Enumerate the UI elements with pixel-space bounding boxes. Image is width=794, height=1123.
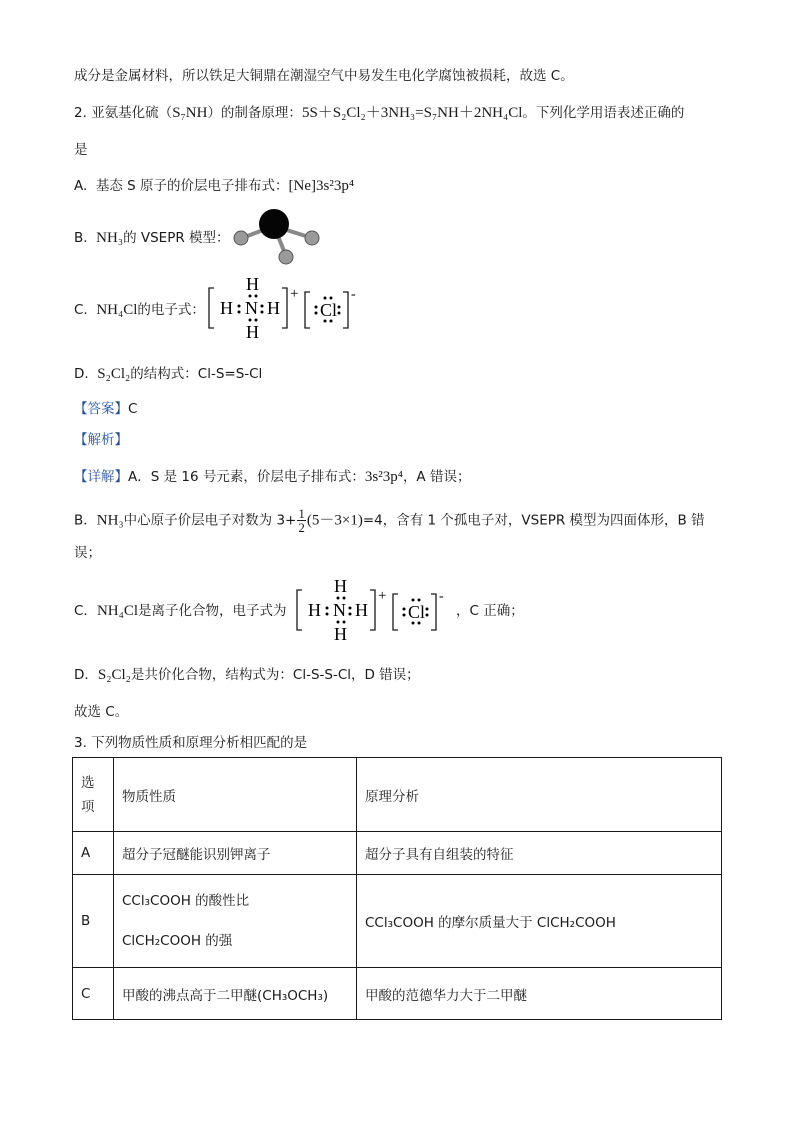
row-b-option: B xyxy=(73,875,114,968)
detail-d-prefix: D． xyxy=(74,667,98,683)
detail-b-suffix: =4，含有 1 个孤电子对，VSEPR 模型为四面体形，B 错 xyxy=(362,512,705,529)
detail-label: 【详解】 xyxy=(74,469,128,485)
analysis-label: 【解析】 xyxy=(74,432,128,448)
ef-h-top: H xyxy=(246,276,259,294)
detail-c-prefix: C． xyxy=(74,603,97,619)
option-a-formula: [Ne]3s²3p⁴ xyxy=(288,178,355,194)
detail-b-expr: (5－3×1) xyxy=(306,512,363,529)
ef-h-left: H xyxy=(220,298,233,318)
option-c-text: 的电子式： xyxy=(137,302,205,318)
q3-stem: 3. 下列物质性质和原理分析相匹配的是 xyxy=(74,735,308,751)
q2-number: 2. xyxy=(74,105,87,121)
detail-b-formula: NH₃ xyxy=(96,512,124,529)
nh3-vsepr-model-image xyxy=(228,204,324,268)
ef-plus: + xyxy=(290,286,299,302)
ef-minus: - xyxy=(351,287,356,302)
option-b-text: 的 VSEPR 模型： xyxy=(123,230,230,246)
row-a-principle: 超分子具有自组装的特征 xyxy=(357,832,722,875)
detail-c-mid: 是离子化合物，电子式为 xyxy=(138,603,287,619)
detail-a xyxy=(74,467,470,487)
detail-c-formula: NH₄Cl xyxy=(96,603,139,619)
detail-a-formula: 3s²3p⁴ xyxy=(364,469,403,485)
row-a-option: A xyxy=(73,832,114,875)
answer-value: C xyxy=(128,401,138,417)
detail-b-line2: 误； xyxy=(74,545,101,561)
fraction-one-half: $\frac{1}{2}$ xyxy=(298,506,305,535)
ef2-h-bottom: H xyxy=(334,624,347,644)
ef2-minus: - xyxy=(439,589,444,604)
option-c-formula: NH₄Cl xyxy=(96,302,138,318)
ef2-plus: + xyxy=(378,588,387,604)
option-a-label: A. xyxy=(74,178,88,194)
q2-option-b xyxy=(74,228,230,248)
option-d-label: D. xyxy=(74,366,89,382)
nh4cl-electron-formula-option-c xyxy=(206,276,366,342)
option-c-label: C. xyxy=(74,302,88,318)
row-c-option: C xyxy=(73,968,114,1020)
table-row xyxy=(73,832,722,875)
conclusion: 故选 C。 xyxy=(74,704,129,720)
options-table xyxy=(72,757,722,1020)
answer-line xyxy=(74,399,137,419)
ef2-cl: Cl xyxy=(408,602,426,622)
q2-stem-prefix: 亚氨基化硫（ xyxy=(91,105,173,121)
table-header-row xyxy=(73,758,722,832)
ef-cl: Cl xyxy=(320,300,338,320)
q2-option-c xyxy=(74,300,205,320)
detail-d-suffix: 是共价化合物，结构式为：Cl-S-S-Cl，D 错误； xyxy=(130,667,420,683)
row-c-principle: 甲酸的范德华力大于二甲醚 xyxy=(357,968,722,1020)
table-row xyxy=(73,968,722,1020)
ef2-h-left: H xyxy=(308,600,321,620)
detail-d xyxy=(74,665,420,685)
detail-d-formula: S₂Cl₂ xyxy=(97,667,131,683)
detail-b xyxy=(74,507,705,534)
q2-stem xyxy=(74,103,684,123)
row-a-property: 超分子冠醚能识别钾离子 xyxy=(114,832,357,875)
nh4cl-electron-formula-detail xyxy=(294,578,454,644)
header-option-cell: 选 项 xyxy=(73,758,114,832)
intro-line: 成分是金属材料，所以铁足大铜鼎在潮湿空气中易发生电化学腐蚀被损耗，故选 C。 xyxy=(74,68,574,84)
q2-stem-mid: ）的制备原理： xyxy=(207,105,302,121)
detail-b-mid: 中心原子价层电子对数为 3+ xyxy=(123,512,297,529)
detail-a-suffix: ，A 错误； xyxy=(402,469,471,485)
ef2-h-right: H xyxy=(355,600,368,620)
ef2-n: N xyxy=(333,600,346,620)
header-principle-cell: 原理分析 xyxy=(357,758,722,832)
ef2-h-top: H xyxy=(334,578,347,596)
option-d-formula: S₂Cl₂ xyxy=(97,366,131,382)
q2-stem-line2: 是 xyxy=(74,142,88,158)
q2-equation: 5S＋S₂Cl₂＋3NH₃=S₇NH＋2NH₄Cl xyxy=(301,105,523,121)
ef-h-right: H xyxy=(267,298,280,318)
option-d-text: 的结构式：Cl-S=S-Cl xyxy=(130,366,263,382)
header-property-cell: 物质性质 xyxy=(114,758,357,832)
detail-c xyxy=(74,601,287,621)
detail-c-suffix: ，C 正确； xyxy=(456,603,524,619)
row-b-principle: CCl₃COOH 的摩尔质量大于 ClCH₂COOH xyxy=(357,875,722,968)
q2-option-a xyxy=(74,176,354,196)
row-b-property: CCl₃COOH 的酸性比 ClCH₂COOH 的强 xyxy=(114,875,357,968)
option-b-formula: NH₃ xyxy=(96,230,124,246)
option-a-text: 基态 S 原子的价层电子排布式： xyxy=(95,178,289,194)
ef-h-bottom: H xyxy=(246,322,259,342)
table-row xyxy=(73,875,722,968)
ef-n: N xyxy=(245,298,258,318)
detail-b-prefix: B． xyxy=(74,512,97,529)
detail-a-prefix: A．S 是 16 号元素，价层电子排布式： xyxy=(128,469,365,485)
q2-stem-suffix: 。下列化学用语表述正确的 xyxy=(522,105,685,121)
q2-option-d xyxy=(74,364,262,384)
option-b-label: B. xyxy=(74,230,88,246)
answer-label: 【答案】 xyxy=(74,401,128,417)
row-c-property: 甲酸的沸点高于二甲醚(CH₃OCH₃) xyxy=(114,968,357,1020)
q2-stem-formula: S₇NH xyxy=(172,105,208,121)
